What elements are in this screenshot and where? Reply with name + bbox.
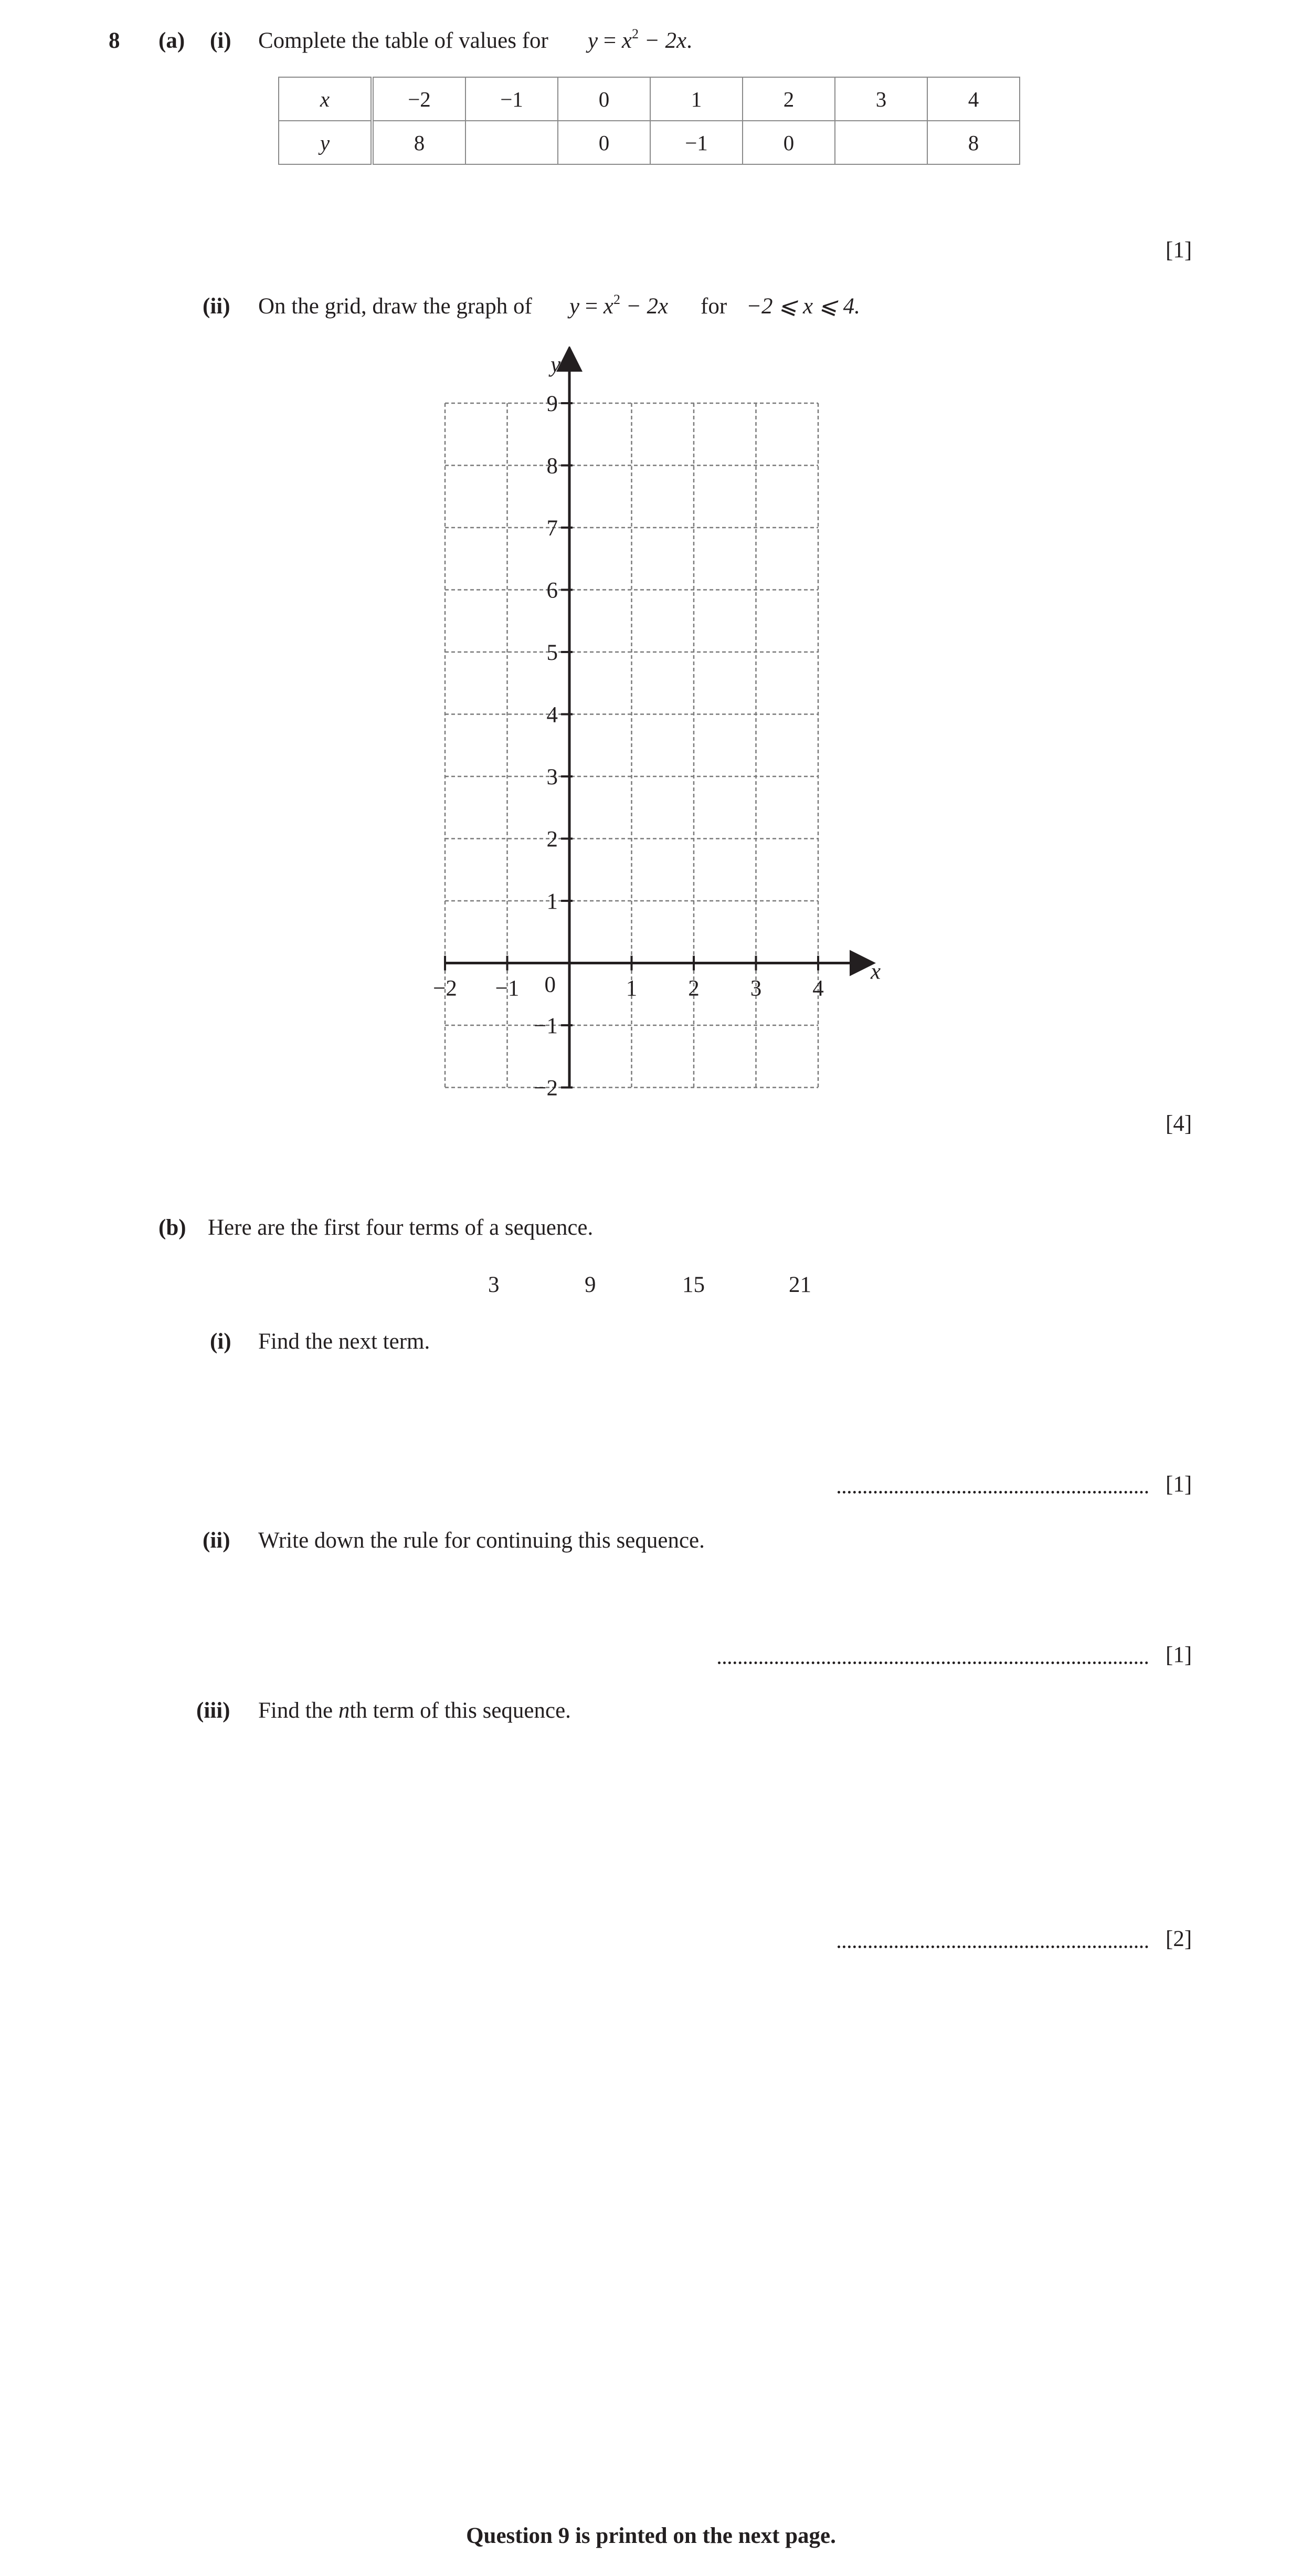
- eq-equals: =: [603, 28, 617, 53]
- values-table: [278, 77, 1020, 165]
- question-number: 8: [109, 28, 120, 53]
- x-tick-label: −2: [433, 976, 457, 1001]
- y-tick-label: −1: [534, 1014, 558, 1038]
- part-a-label: (a): [158, 28, 185, 53]
- x-tick-label: 1: [626, 976, 638, 1001]
- part-b-label: (b): [158, 1215, 186, 1240]
- part-a-ii-text: On the grid, draw the graph of: [258, 294, 532, 319]
- table-row-y: [279, 121, 1020, 164]
- part-a-ii-label: (ii): [203, 294, 230, 319]
- part-b-text: Here are the first four terms of a sequence.: [208, 1215, 594, 1240]
- y-tick-label: 7: [546, 516, 558, 541]
- graph-grid[interactable]: [409, 346, 892, 1108]
- eq-exponent: 2: [613, 292, 620, 307]
- eq-rest: − 2x: [626, 294, 669, 319]
- table-cell: 8: [927, 121, 1020, 164]
- y-tick-label: −2: [534, 1076, 558, 1101]
- eq-base: x: [621, 28, 632, 53]
- y-axis-label: y: [551, 352, 561, 377]
- part-b-i-label: (i): [210, 1329, 231, 1354]
- y-tick-label: 3: [546, 765, 558, 790]
- part-a-i-text: Complete the table of values for: [258, 28, 548, 53]
- answer-line-b-ii[interactable]: [718, 1662, 1148, 1664]
- table-cell: 3: [835, 77, 927, 121]
- table-cell-empty[interactable]: [835, 121, 927, 164]
- table-cell: −2: [372, 77, 465, 121]
- table-cell: 0: [743, 121, 835, 164]
- eq-lhs: y: [588, 28, 598, 53]
- sequence-term: 9: [585, 1273, 596, 1297]
- part-b-iii-text-pre: Find the: [258, 1698, 338, 1723]
- marks-b-iii: [2]: [1166, 1927, 1192, 1951]
- table-cell: 2: [743, 77, 835, 121]
- y-tick-label: 8: [546, 454, 558, 479]
- answer-line-b-iii[interactable]: [838, 1946, 1148, 1948]
- eq-lhs: y: [569, 294, 580, 319]
- answer-line-b-i[interactable]: [838, 1491, 1148, 1494]
- x-tick-label: 2: [688, 976, 700, 1001]
- table-row-x: [279, 77, 1020, 121]
- origin-label: 0: [544, 972, 556, 997]
- eq-exponent: 2: [631, 26, 639, 41]
- part-b-iii-label: (iii): [196, 1698, 230, 1723]
- sequence-term: 15: [682, 1273, 705, 1297]
- eq-rest: − 2x: [644, 28, 687, 53]
- part-b-iii-text-post: th term of this sequence.: [350, 1698, 571, 1723]
- x-tick-label: −1: [495, 976, 520, 1001]
- part-a-i-label: (i): [210, 28, 231, 53]
- x-tick-label: 3: [750, 976, 762, 1001]
- part-a-ii-for: for: [701, 294, 727, 319]
- table-head-y: y: [279, 121, 372, 164]
- table-head-x: x: [279, 77, 372, 121]
- part-a-ii-range: −2 ⩽ x ⩽ 4.: [746, 294, 860, 319]
- y-tick-label: 2: [546, 827, 558, 852]
- y-tick-label: 1: [546, 889, 558, 914]
- part-b-ii-label: (ii): [203, 1528, 230, 1553]
- x-tick-label: 4: [812, 976, 824, 1001]
- table-cell: 0: [558, 77, 650, 121]
- sequence-term: 3: [488, 1273, 500, 1297]
- table-cell-empty[interactable]: [465, 121, 558, 164]
- part-b-i-text: Find the next term.: [258, 1329, 430, 1354]
- x-axis-label: x: [871, 959, 881, 984]
- table-cell: 8: [372, 121, 465, 164]
- table-cell: 1: [650, 77, 743, 121]
- part-a-i-equation: [588, 26, 692, 53]
- table-cell: −1: [650, 121, 743, 164]
- table-cell: 4: [927, 77, 1020, 121]
- table-cell: −1: [465, 77, 558, 121]
- y-tick-label: 5: [546, 640, 558, 665]
- tick-labels: [433, 352, 881, 1101]
- part-b-iii-text: [258, 1699, 571, 1722]
- table-cell: 0: [558, 121, 650, 164]
- eq-equals: =: [585, 294, 598, 319]
- y-tick-label: 4: [546, 702, 558, 728]
- part-b-iii-text-n: n: [338, 1698, 350, 1723]
- marks-b-ii: [1]: [1166, 1643, 1192, 1667]
- y-tick-label: 6: [546, 578, 558, 603]
- marks-a-ii: [4]: [1166, 1111, 1192, 1136]
- footer-note: Question 9 is printed on the next page.: [466, 2524, 836, 2548]
- part-b-ii-text: Write down the rule for continuing this sequence.: [258, 1528, 705, 1553]
- eq-base: x: [603, 294, 613, 319]
- sequence-term: 21: [789, 1273, 811, 1297]
- marks-b-i: [1]: [1166, 1472, 1192, 1497]
- marks-a-i: [1]: [1166, 238, 1192, 262]
- part-a-ii-equation: [569, 292, 669, 319]
- y-tick-label: 9: [546, 392, 558, 416]
- eq-end: .: [686, 28, 692, 53]
